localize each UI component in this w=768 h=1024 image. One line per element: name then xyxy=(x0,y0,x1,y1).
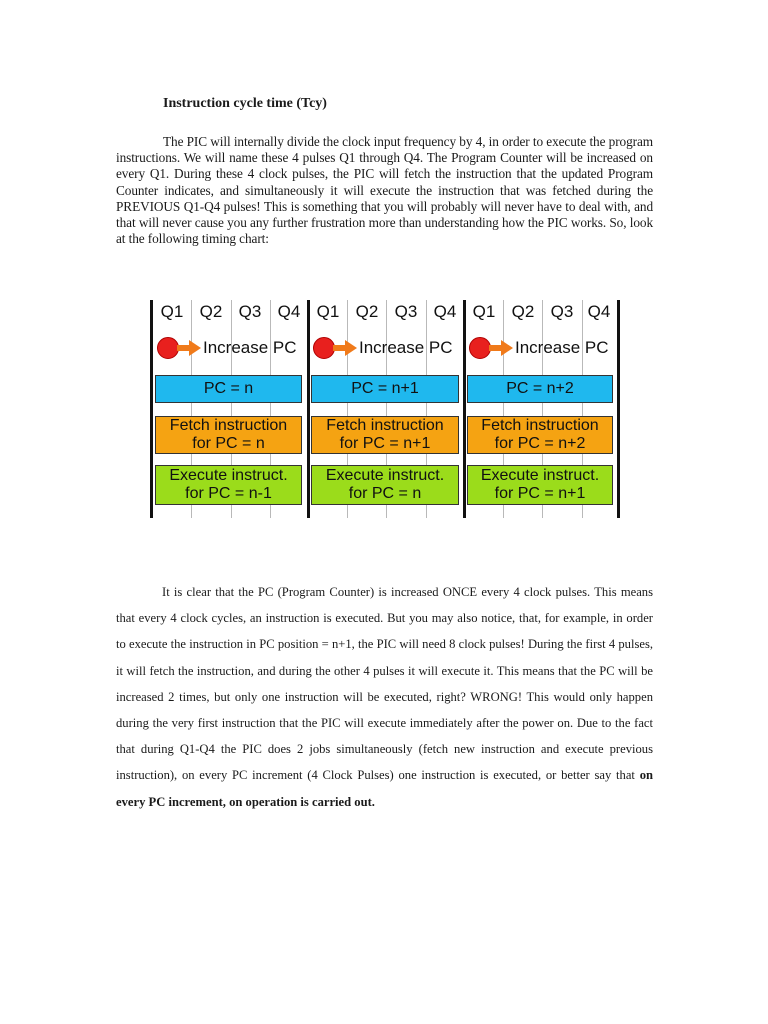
q-label: Q4 xyxy=(433,302,457,321)
pc-value-box xyxy=(311,375,459,403)
execute-line-2: for PC = n xyxy=(348,485,422,502)
execute-line-2: for PC = n-1 xyxy=(185,485,272,502)
cycle-boundary-line xyxy=(463,300,466,518)
intro-paragraph xyxy=(116,134,653,247)
q-label: Q1 xyxy=(316,302,340,321)
pc-value-box xyxy=(155,375,302,403)
q-label: Q1 xyxy=(472,302,496,321)
execute-line-1: Execute instruct. xyxy=(325,467,445,484)
clock-dot-icon xyxy=(469,337,491,359)
q-label: Q3 xyxy=(550,302,574,321)
pc-value-box xyxy=(467,375,613,403)
explanation-paragraph xyxy=(116,579,653,815)
increase-pc-label: Increase PC xyxy=(515,338,609,357)
q-label: Q3 xyxy=(238,302,262,321)
fetch-line-2: for PC = n xyxy=(192,435,265,452)
cycle-boundary-line xyxy=(307,300,310,518)
fetch-instruction-box xyxy=(155,416,302,454)
cycle-boundary-line xyxy=(617,300,620,518)
execute-instruction-box xyxy=(311,465,459,505)
pc-value-text: PC = n xyxy=(203,380,254,397)
arrow-right-icon xyxy=(489,340,513,356)
q-label: Q2 xyxy=(355,302,379,321)
fetch-line-2: for PC = n+2 xyxy=(494,435,586,452)
intro-paragraph-text: The PIC will internally divide the clock input frequency by 4, in order to execute the program instructions. We will name these 4 pulses Q1 through Q4. The Program Counter will be increased on every Q1. During these 4 clock pulses, the PIC will fetch the instruction that the updated Program Counter indicates, and simultaneously it will execute the instruction that was fetched during the PREVIOUS Q1-Q4 pulses! This is something that you will probably will never have to deal with, and that will never cause you any further frustration more than understanding how the PIC works. So, look at the following timing chart: xyxy=(116,134,653,247)
pc-value-text: PC = n+2 xyxy=(506,380,574,397)
increase-pc-label: Increase PC xyxy=(203,338,297,357)
arrow-right-icon xyxy=(333,340,357,356)
execute-line-1: Execute instruct. xyxy=(169,467,288,484)
fetch-instruction-box xyxy=(311,416,459,454)
fetch-line-1: Fetch instruction xyxy=(326,417,444,434)
fetch-instruction-box xyxy=(467,416,613,454)
execute-instruction-box xyxy=(155,465,302,505)
timing-diagram xyxy=(150,300,620,518)
clock-dot-icon xyxy=(157,337,179,359)
fetch-line-1: Fetch instruction xyxy=(169,417,288,434)
fetch-line-2: for PC = n+1 xyxy=(339,435,431,452)
q-label: Q1 xyxy=(160,302,184,321)
increase-pc-label: Increase PC xyxy=(359,338,453,357)
execute-line-2: for PC = n+1 xyxy=(494,485,586,502)
execute-instruction-box xyxy=(467,465,613,505)
pc-value-text: PC = n+1 xyxy=(351,380,419,397)
q-label: Q2 xyxy=(199,302,223,321)
clock-dot-icon xyxy=(313,337,335,359)
q-label: Q3 xyxy=(394,302,418,321)
q-label: Q2 xyxy=(511,302,535,321)
q-label: Q4 xyxy=(277,302,301,321)
fetch-line-1: Fetch instruction xyxy=(481,417,599,434)
explanation-paragraph-text: It is clear that the PC (Program Counter) is increased ONCE every 4 clock pulses. This means that every 4 clock cycles, an instruction is executed. But you may also notice, that, for example, in order to execute the instruction in PC position = n+1, the PIC will need 8 clock pulses! During the first 4 pulses, it will fetch the instruction, and during the other 4 pulses it will execute it. This means that the PC will be increased 2 times, but only one instruction will be executed, right? WRONG! This would only happen during the very first instruction that the PIC will execute immediately after the power on. Due to the fact that during Q1-Q4 the PIC does 2 jobs simultaneously (fetch new instruction and execute previous instruction), on every PC increment (4 Clock Pulses) one instruction is executed, or better say that xyxy=(116,585,653,783)
cycle-boundary-line xyxy=(150,300,153,518)
explanation-paragraph-bold: on every PC increment, on operation is carried out. xyxy=(116,768,654,809)
execute-line-1: Execute instruct. xyxy=(480,467,600,484)
arrow-right-icon xyxy=(177,340,201,356)
q-label: Q4 xyxy=(587,302,611,321)
section-title: Instruction cycle time (Tcy) xyxy=(163,96,327,111)
